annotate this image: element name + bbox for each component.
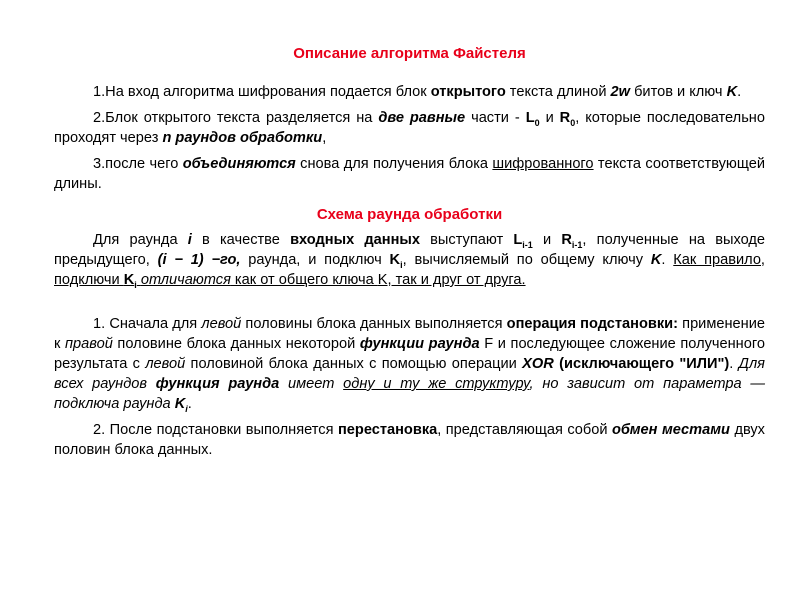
step-2-paragraph: 2. После подстановки выполняется перестановка, представляющая собой обмен местами двух половин блока данных. (54, 422, 765, 458)
spacer (54, 296, 765, 314)
section-subtitle: Схема раунда обработки (316, 206, 503, 223)
list-item-3: 3.после чего объединяются снова для получения блока шифрованного текста соответствующей длины. (54, 156, 765, 192)
list-item-2: 2.Блок открытого текста разделяется на две равные части - $L_0$ и $R_0$, которые последовательно проходят через n раундов обработки, (54, 110, 765, 146)
page-title: Описание алгоритма Файстеля (293, 45, 526, 62)
slide (54, 44, 765, 466)
step-1-paragraph: 1. Сначала для левой половины блока данных выполняется операция подстановки: применение к правой половине блока данных некоторой функции раунда F и последующее сложение полученного результата с левой половиной блока данных с помощью операции XOR (исключающего "ИЛИ"). Для всех раундов функция раунда имеет одну и ту же структуру, но зависит от параметра — подключа раунда $K_i$. (54, 316, 765, 414)
round-paragraph: Для раунда i в качестве входных данных выступают $L_{i-1}$ и $R_{i-1}$, полученные на выходе предыдущего, (i − 1) −го, раунда, и подключ $K_i$, вычисляемый по общему ключу K. Как правило, подключи $K_i$ отличаются как от общего ключа K, так и друг от друга. (54, 232, 765, 290)
list-item-1: 1.На вход алгоритма шифрования подается блок открытого текста длиной 2w битов и ключ K. (93, 84, 742, 100)
